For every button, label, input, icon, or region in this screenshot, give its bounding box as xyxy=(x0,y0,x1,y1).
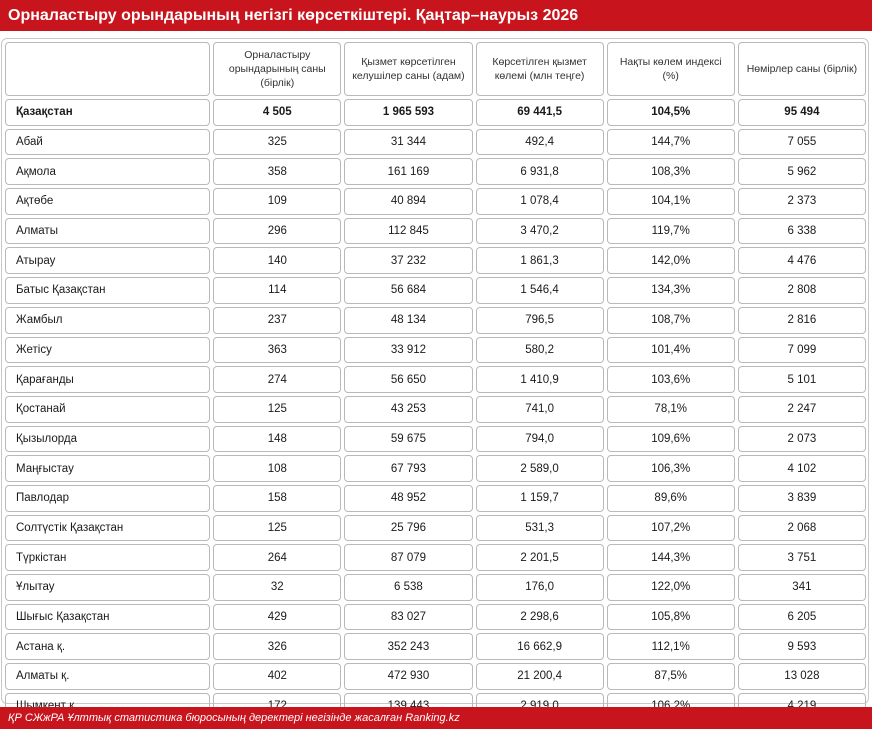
value-cell: 37 232 xyxy=(344,247,472,274)
table-row xyxy=(5,337,866,364)
value-cell: 274 xyxy=(213,366,341,393)
value-cell: 1 861,3 xyxy=(476,247,604,274)
value-cell: 122,0% xyxy=(607,574,735,601)
value-cell: 341 xyxy=(738,574,866,601)
value-cell: 358 xyxy=(213,158,341,185)
table-row xyxy=(5,366,866,393)
value-cell: 296 xyxy=(213,218,341,245)
region-name-cell: Қарағанды xyxy=(5,366,210,393)
region-name-cell: Павлодар xyxy=(5,485,210,512)
value-cell: 2 816 xyxy=(738,307,866,334)
value-cell: 48 952 xyxy=(344,485,472,512)
region-name-cell: Жамбыл xyxy=(5,307,210,334)
column-header-real-volume-index: Нақты көлем индексі (%) xyxy=(607,42,735,96)
value-cell: 3 751 xyxy=(738,544,866,571)
value-cell: 363 xyxy=(213,337,341,364)
value-cell: 5 962 xyxy=(738,158,866,185)
value-cell: 56 650 xyxy=(344,366,472,393)
value-cell: 104,5% xyxy=(607,99,735,126)
column-header-rooms-count: Нөмірлер саны (бірлік) xyxy=(738,42,866,96)
value-cell: 6 931,8 xyxy=(476,158,604,185)
region-name-cell: Шығыс Қазақстан xyxy=(5,604,210,631)
value-cell: 4 102 xyxy=(738,455,866,482)
value-cell: 78,1% xyxy=(607,396,735,423)
table-header-row xyxy=(5,42,866,96)
value-cell: 237 xyxy=(213,307,341,334)
table-row xyxy=(5,485,866,512)
value-cell: 9 593 xyxy=(738,633,866,660)
value-cell: 16 662,9 xyxy=(476,633,604,660)
table-row xyxy=(5,158,866,185)
value-cell: 144,7% xyxy=(607,129,735,156)
value-cell: 87,5% xyxy=(607,663,735,690)
region-name-cell: Қызылорда xyxy=(5,426,210,453)
value-cell: 67 793 xyxy=(344,455,472,482)
value-cell: 13 028 xyxy=(738,663,866,690)
value-cell: 106,3% xyxy=(607,455,735,482)
value-cell: 56 684 xyxy=(344,277,472,304)
value-cell: 43 253 xyxy=(344,396,472,423)
region-name-cell: Ұлытау xyxy=(5,574,210,601)
region-name-cell: Ақтөбе xyxy=(5,188,210,215)
value-cell: 107,2% xyxy=(607,515,735,542)
value-cell: 4 476 xyxy=(738,247,866,274)
value-cell: 1 546,4 xyxy=(476,277,604,304)
value-cell: 101,4% xyxy=(607,337,735,364)
value-cell: 6 338 xyxy=(738,218,866,245)
value-cell: 32 xyxy=(213,574,341,601)
value-cell: 103,6% xyxy=(607,366,735,393)
value-cell: 2 068 xyxy=(738,515,866,542)
value-cell: 6 205 xyxy=(738,604,866,631)
table-row xyxy=(5,396,866,423)
region-name-cell: Атырау xyxy=(5,247,210,274)
table-row xyxy=(5,129,866,156)
value-cell: 140 xyxy=(213,247,341,274)
value-cell: 142,0% xyxy=(607,247,735,274)
table-row xyxy=(5,544,866,571)
value-cell: 112 845 xyxy=(344,218,472,245)
value-cell: 33 912 xyxy=(344,337,472,364)
region-name-cell: Батыс Қазақстан xyxy=(5,277,210,304)
value-cell: 31 344 xyxy=(344,129,472,156)
region-name-cell: Жетісу xyxy=(5,337,210,364)
value-cell: 2 589,0 xyxy=(476,455,604,482)
data-table-frame xyxy=(1,38,869,704)
table-row xyxy=(5,188,866,215)
value-cell: 7 055 xyxy=(738,129,866,156)
region-name-cell: Алматы қ. xyxy=(5,663,210,690)
column-header-visitors-served: Қызмет көрсетілген келушілер саны (адам) xyxy=(344,42,472,96)
value-cell: 2 808 xyxy=(738,277,866,304)
value-cell: 109,6% xyxy=(607,426,735,453)
value-cell: 25 796 xyxy=(344,515,472,542)
value-cell: 104,1% xyxy=(607,188,735,215)
value-cell: 429 xyxy=(213,604,341,631)
value-cell: 6 538 xyxy=(344,574,472,601)
value-cell: 2 298,6 xyxy=(476,604,604,631)
value-cell: 3 839 xyxy=(738,485,866,512)
value-cell: 40 894 xyxy=(344,188,472,215)
table-row xyxy=(5,277,866,304)
value-cell: 2 373 xyxy=(738,188,866,215)
column-header-region xyxy=(5,42,210,96)
value-cell: 794,0 xyxy=(476,426,604,453)
value-cell: 134,3% xyxy=(607,277,735,304)
table-row-total xyxy=(5,99,866,126)
value-cell: 1 078,4 xyxy=(476,188,604,215)
value-cell: 144,3% xyxy=(607,544,735,571)
region-name-cell: Түркістан xyxy=(5,544,210,571)
value-cell: 325 xyxy=(213,129,341,156)
region-name-cell: Қазақстан xyxy=(5,99,210,126)
value-cell: 326 xyxy=(213,633,341,660)
value-cell: 108,3% xyxy=(607,158,735,185)
table-row xyxy=(5,604,866,631)
value-cell: 59 675 xyxy=(344,426,472,453)
value-cell: 1 965 593 xyxy=(344,99,472,126)
table-row xyxy=(5,663,866,690)
value-cell: 95 494 xyxy=(738,99,866,126)
page-title: Орналастыру орындарының негізгі көрсеткіштері. Қаңтар–наурыз 2026 xyxy=(0,0,872,31)
value-cell: 114 xyxy=(213,277,341,304)
value-cell: 125 xyxy=(213,396,341,423)
value-cell: 741,0 xyxy=(476,396,604,423)
value-cell: 531,3 xyxy=(476,515,604,542)
value-cell: 3 470,2 xyxy=(476,218,604,245)
table-row xyxy=(5,307,866,334)
value-cell: 264 xyxy=(213,544,341,571)
value-cell: 21 200,4 xyxy=(476,663,604,690)
value-cell: 158 xyxy=(213,485,341,512)
region-name-cell: Абай xyxy=(5,129,210,156)
column-header-accommodation-count: Орналастыру орындарының саны (бірлік) xyxy=(213,42,341,96)
table-row xyxy=(5,247,866,274)
value-cell: 87 079 xyxy=(344,544,472,571)
data-table xyxy=(2,39,869,722)
region-name-cell: Ақмола xyxy=(5,158,210,185)
value-cell: 2 247 xyxy=(738,396,866,423)
region-name-cell: Алматы xyxy=(5,218,210,245)
value-cell: 1 159,7 xyxy=(476,485,604,512)
value-cell: 108 xyxy=(213,455,341,482)
table-row xyxy=(5,218,866,245)
value-cell: 48 134 xyxy=(344,307,472,334)
table-row xyxy=(5,426,866,453)
value-cell: 105,8% xyxy=(607,604,735,631)
value-cell: 176,0 xyxy=(476,574,604,601)
region-name-cell: Солтүстік Қазақстан xyxy=(5,515,210,542)
value-cell: 472 930 xyxy=(344,663,472,690)
source-footer: ҚР СЖжРА Ұлттық статистика бюросының деректері негізінде жасалған Ranking.kz xyxy=(0,707,872,729)
value-cell: 108,7% xyxy=(607,307,735,334)
value-cell: 161 169 xyxy=(344,158,472,185)
value-cell: 125 xyxy=(213,515,341,542)
table-row xyxy=(5,515,866,542)
value-cell: 1 410,9 xyxy=(476,366,604,393)
region-name-cell: Астана қ. xyxy=(5,633,210,660)
column-header-service-volume: Көрсетілген қызмет көлемі (млн теңге) xyxy=(476,42,604,96)
value-cell: 352 243 xyxy=(344,633,472,660)
value-cell: 4 505 xyxy=(213,99,341,126)
region-name-cell: Қостанай xyxy=(5,396,210,423)
value-cell: 7 099 xyxy=(738,337,866,364)
value-cell: 492,4 xyxy=(476,129,604,156)
value-cell: 2 073 xyxy=(738,426,866,453)
value-cell: 69 441,5 xyxy=(476,99,604,126)
table-row xyxy=(5,455,866,482)
value-cell: 580,2 xyxy=(476,337,604,364)
value-cell: 119,7% xyxy=(607,218,735,245)
value-cell: 89,6% xyxy=(607,485,735,512)
value-cell: 148 xyxy=(213,426,341,453)
region-name-cell: Маңғыстау xyxy=(5,455,210,482)
table-row xyxy=(5,574,866,601)
value-cell: 5 101 xyxy=(738,366,866,393)
table-row xyxy=(5,633,866,660)
value-cell: 402 xyxy=(213,663,341,690)
value-cell: 2 201,5 xyxy=(476,544,604,571)
value-cell: 109 xyxy=(213,188,341,215)
value-cell: 112,1% xyxy=(607,633,735,660)
value-cell: 83 027 xyxy=(344,604,472,631)
value-cell: 796,5 xyxy=(476,307,604,334)
